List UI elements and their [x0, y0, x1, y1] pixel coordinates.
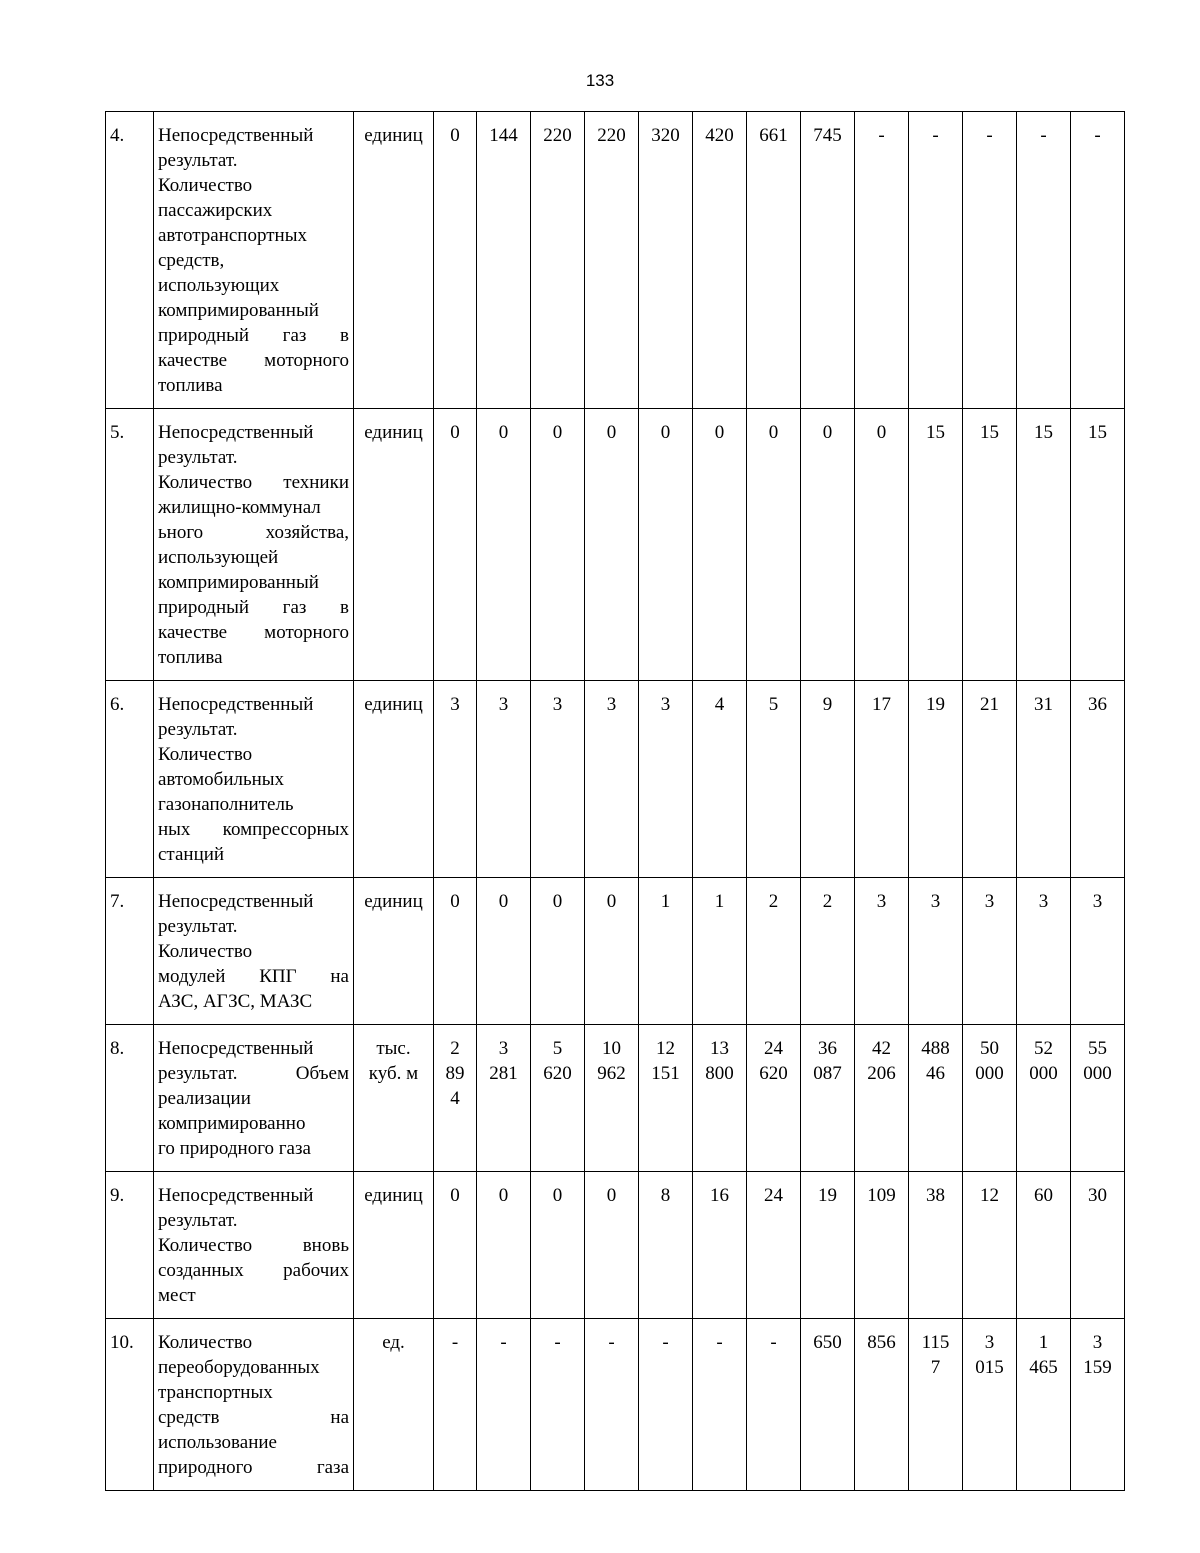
- value-cell: [434, 112, 477, 409]
- indicator-name-line: АЗС, АГЗС, МАЗС: [158, 991, 313, 1012]
- value-cell: [639, 681, 693, 878]
- value-line: 0: [606, 891, 617, 912]
- value-cell: [801, 681, 855, 878]
- unit-line: куб. м: [368, 1063, 419, 1084]
- value-line: 5: [552, 1038, 563, 1059]
- value-cell: [531, 1025, 585, 1172]
- value-cell: [693, 1025, 747, 1172]
- value-cell: [1017, 1319, 1071, 1491]
- value-cell: [434, 681, 477, 878]
- value-line: 15: [926, 422, 945, 443]
- indicator-name-line: качестве моторного: [158, 622, 349, 643]
- value-cell: [531, 1172, 585, 1319]
- value-cell: [855, 681, 909, 878]
- value-line: 0: [552, 891, 563, 912]
- value-line: 4: [714, 694, 725, 715]
- indicator-name-line: топлива: [158, 375, 223, 396]
- value-line: 745: [813, 125, 842, 146]
- indicator-name-line: газонаполнитель: [158, 794, 294, 815]
- unit-line: ед.: [382, 1332, 405, 1353]
- value-cell: [1071, 681, 1125, 878]
- value-cell: [909, 681, 963, 878]
- value-line: -: [554, 1332, 561, 1353]
- value-line: 220: [597, 125, 626, 146]
- value-line: 3: [552, 694, 563, 715]
- value-line: 0: [606, 422, 617, 443]
- unit-cell: [354, 878, 434, 1025]
- value-line: 1: [660, 891, 671, 912]
- value-line: 30: [1088, 1185, 1107, 1206]
- indicator-name-line: использующих: [158, 275, 280, 296]
- value-cell: [747, 1319, 801, 1491]
- value-line: 17: [872, 694, 891, 715]
- row-number: 6.: [106, 681, 154, 878]
- value-line: -: [500, 1332, 507, 1353]
- value-line: 0: [450, 422, 460, 443]
- indicator-name-line: автомобильных: [158, 769, 285, 790]
- indicator-name: [154, 1025, 354, 1172]
- value-cell: [585, 409, 639, 681]
- table-row: [106, 112, 1125, 409]
- value-cell: [801, 409, 855, 681]
- indicator-name-line: результат.: [158, 150, 238, 171]
- value-line: 9: [822, 694, 833, 715]
- value-line: 3: [984, 1332, 995, 1353]
- row-number: 9.: [106, 1172, 154, 1319]
- indicator-name-line: пассажирских: [158, 200, 273, 221]
- indicator-name: [154, 1319, 354, 1491]
- value-line: 3: [930, 891, 941, 912]
- unit-line: единиц: [364, 694, 423, 715]
- indicator-name-line: использующей: [158, 547, 279, 568]
- value-line: 3: [606, 694, 617, 715]
- value-cell: [585, 1025, 639, 1172]
- indicator-name-line: природный газ в: [158, 597, 349, 618]
- indicator-name-line: результат.: [158, 447, 238, 468]
- unit-cell: [354, 1319, 434, 1491]
- value-cell: [963, 1025, 1017, 1172]
- value-line: 650: [813, 1332, 842, 1353]
- value-cell: [434, 1025, 477, 1172]
- indicator-name-line: транспортных: [158, 1382, 273, 1403]
- value-cell: [477, 409, 531, 681]
- value-line: 220: [543, 125, 572, 146]
- value-cell: [1017, 1172, 1071, 1319]
- value-line: 159: [1083, 1357, 1112, 1378]
- value-cell: [963, 878, 1017, 1025]
- value-line: 3: [876, 891, 887, 912]
- value-line: 465: [1029, 1357, 1058, 1378]
- value-cell: [585, 112, 639, 409]
- unit-line: единиц: [364, 1185, 423, 1206]
- indicator-name-line: Непосредственный: [158, 422, 314, 443]
- unit-cell: [354, 681, 434, 878]
- value-cell: [801, 878, 855, 1025]
- value-line: -: [1040, 125, 1047, 146]
- value-line: 10: [602, 1038, 621, 1059]
- value-line: 0: [714, 422, 725, 443]
- value-line: 0: [498, 891, 509, 912]
- value-cell: [855, 409, 909, 681]
- indicator-name-line: средств,: [158, 250, 225, 271]
- value-line: 0: [606, 1185, 617, 1206]
- value-cell: [531, 409, 585, 681]
- value-cell: [855, 1025, 909, 1172]
- value-line: 2: [822, 891, 833, 912]
- value-cell: [585, 878, 639, 1025]
- indicator-name-line: ных компрессорных: [158, 819, 349, 840]
- value-line: 3: [660, 694, 671, 715]
- indicator-name-line: Количество: [158, 1332, 253, 1353]
- indicator-name-line: качестве моторного: [158, 350, 349, 371]
- value-cell: [585, 1172, 639, 1319]
- indicator-name-line: жилищно-коммунал: [158, 497, 321, 518]
- indicator-name-line: результат.: [158, 719, 238, 740]
- row-number: 7.: [106, 878, 154, 1025]
- value-cell: [963, 1319, 1017, 1491]
- value-line: 488: [921, 1038, 950, 1059]
- value-line: 0: [450, 1185, 460, 1206]
- indicator-name-line: природный газ в: [158, 325, 349, 346]
- value-line: 3: [498, 1038, 509, 1059]
- value-cell: [693, 1319, 747, 1491]
- value-line: 3: [984, 891, 995, 912]
- value-line: 24: [764, 1038, 783, 1059]
- value-cell: [1017, 681, 1071, 878]
- value-cell: [1071, 1319, 1125, 1491]
- indicator-name-line: Количество: [158, 175, 253, 196]
- unit-cell: [354, 112, 434, 409]
- value-line: 0: [450, 125, 460, 146]
- value-line: 206: [867, 1063, 896, 1084]
- value-line: -: [451, 1332, 459, 1353]
- value-line: 0: [876, 422, 887, 443]
- value-cell: [909, 1172, 963, 1319]
- indicator-name-line: Непосредственный: [158, 1038, 314, 1059]
- value-line: 16: [710, 1185, 729, 1206]
- value-cell: [531, 1319, 585, 1491]
- unit-line: единиц: [364, 422, 423, 443]
- value-cell: [747, 1025, 801, 1172]
- unit-line: единиц: [364, 125, 423, 146]
- value-cell: [585, 681, 639, 878]
- value-line: -: [770, 1332, 777, 1353]
- value-cell: [909, 878, 963, 1025]
- value-line: 087: [813, 1063, 842, 1084]
- unit-cell: [354, 1172, 434, 1319]
- value-cell: [434, 1172, 477, 1319]
- value-line: -: [878, 125, 885, 146]
- unit-cell: [354, 409, 434, 681]
- indicator-name-line: результат.: [158, 1210, 238, 1231]
- value-cell: [639, 878, 693, 1025]
- value-line: 21: [980, 694, 999, 715]
- indicator-name-line: автотранспортных: [158, 225, 307, 246]
- indicator-name-line: Непосредственный: [158, 1185, 314, 1206]
- value-line: 15: [1034, 422, 1053, 443]
- value-line: 0: [822, 422, 833, 443]
- value-line: 962: [597, 1063, 626, 1084]
- indicator-name-line: реализации: [158, 1088, 251, 1109]
- row-number: 5.: [106, 409, 154, 681]
- value-line: 620: [759, 1063, 788, 1084]
- value-line: 000: [1083, 1063, 1112, 1084]
- value-line: 420: [705, 125, 734, 146]
- table-row: [106, 681, 1125, 878]
- value-cell: [477, 878, 531, 1025]
- value-line: 2: [450, 1038, 460, 1059]
- value-cell: [434, 409, 477, 681]
- indicator-name: [154, 112, 354, 409]
- indicator-name-line: Непосредственный: [158, 891, 314, 912]
- value-cell: [855, 878, 909, 1025]
- value-cell: [747, 409, 801, 681]
- indicator-name: [154, 681, 354, 878]
- value-cell: [639, 1025, 693, 1172]
- value-line: 3: [1038, 891, 1049, 912]
- table-row: [106, 1025, 1125, 1172]
- value-cell: [801, 1025, 855, 1172]
- value-cell: [1071, 1025, 1125, 1172]
- value-cell: [531, 878, 585, 1025]
- value-line: 31: [1034, 694, 1053, 715]
- value-cell: [855, 112, 909, 409]
- value-line: 15: [1088, 422, 1107, 443]
- value-cell: [855, 1319, 909, 1491]
- value-cell: [1017, 409, 1071, 681]
- value-line: 0: [552, 1185, 563, 1206]
- indicator-name-line: топлива: [158, 647, 223, 668]
- value-cell: [434, 878, 477, 1025]
- value-cell: [693, 409, 747, 681]
- row-number: 8.: [106, 1025, 154, 1172]
- value-line: 15: [980, 422, 999, 443]
- value-cell: [801, 1319, 855, 1491]
- value-cell: [1071, 112, 1125, 409]
- value-line: 60: [1034, 1185, 1053, 1206]
- value-line: 0: [768, 422, 779, 443]
- value-cell: [909, 112, 963, 409]
- value-line: 46: [926, 1063, 945, 1084]
- value-cell: [963, 681, 1017, 878]
- indicator-name-line: Количество: [158, 744, 253, 765]
- value-line: 320: [651, 125, 680, 146]
- value-cell: [1017, 112, 1071, 409]
- indicator-name-line: Количество: [158, 941, 253, 962]
- indicator-name: [154, 878, 354, 1025]
- indicator-name-line: компримированно: [158, 1113, 306, 1134]
- value-cell: [963, 1172, 1017, 1319]
- value-line: 5: [768, 694, 779, 715]
- value-cell: [1071, 878, 1125, 1025]
- value-line: 55: [1088, 1038, 1107, 1059]
- value-line: 0: [660, 422, 671, 443]
- value-line: 13: [710, 1038, 729, 1059]
- value-line: 151: [651, 1063, 680, 1084]
- value-line: 50: [980, 1038, 999, 1059]
- value-cell: [693, 878, 747, 1025]
- row-number: 4.: [106, 112, 154, 409]
- value-cell: [747, 681, 801, 878]
- value-line: 144: [489, 125, 518, 146]
- value-cell: [1017, 1025, 1071, 1172]
- value-cell: [477, 1319, 531, 1491]
- value-line: 42: [872, 1038, 891, 1059]
- table-row: [106, 1319, 1125, 1491]
- table-row: [106, 409, 1125, 681]
- value-cell: [477, 112, 531, 409]
- value-line: 109: [867, 1185, 896, 1206]
- page-number: 133: [585, 71, 615, 90]
- indicator-name-line: Количество вновь: [158, 1235, 349, 1256]
- value-cell: [693, 112, 747, 409]
- value-line: 12: [656, 1038, 675, 1059]
- value-cell: [693, 681, 747, 878]
- value-line: 7: [930, 1357, 941, 1378]
- indicator-name-line: модулей КПГ на: [158, 966, 349, 987]
- value-cell: [639, 112, 693, 409]
- value-line: 2: [768, 891, 779, 912]
- value-line: -: [716, 1332, 723, 1353]
- indicator-name-line: результат.: [158, 916, 238, 937]
- value-cell: [747, 878, 801, 1025]
- value-line: 0: [450, 891, 460, 912]
- indicator-name-line: результат. Объем: [158, 1063, 349, 1084]
- indicator-name-line: Непосредственный: [158, 694, 314, 715]
- value-cell: [909, 409, 963, 681]
- table-row: [106, 1172, 1125, 1319]
- value-cell: [585, 1319, 639, 1491]
- value-line: 015: [975, 1357, 1004, 1378]
- value-line: 89: [445, 1063, 465, 1084]
- value-line: -: [608, 1332, 615, 1353]
- row-number: 10.: [106, 1319, 154, 1491]
- indicator-name-line: переоборудованных: [158, 1357, 320, 1378]
- value-line: -: [662, 1332, 669, 1353]
- unit-line: единиц: [364, 891, 423, 912]
- indicator-name-line: мест: [158, 1285, 196, 1306]
- value-line: 1: [714, 891, 725, 912]
- indicator-name-line: станций: [158, 844, 225, 865]
- value-line: 4: [450, 1088, 460, 1109]
- value-line: 661: [759, 125, 788, 146]
- value-cell: [531, 681, 585, 878]
- value-line: 12: [980, 1185, 999, 1206]
- indicator-name-line: средств на: [158, 1407, 349, 1428]
- value-line: 1: [1038, 1332, 1049, 1353]
- value-line: 19: [926, 694, 945, 715]
- value-line: 3: [498, 694, 509, 715]
- value-cell: [1017, 878, 1071, 1025]
- value-line: 0: [498, 422, 509, 443]
- value-line: 19: [818, 1185, 837, 1206]
- value-line: -: [1094, 125, 1101, 146]
- value-cell: [1071, 409, 1125, 681]
- value-cell: [639, 409, 693, 681]
- value-cell: [639, 1319, 693, 1491]
- value-line: -: [986, 125, 993, 146]
- value-cell: [909, 1025, 963, 1172]
- value-line: 36: [1088, 694, 1107, 715]
- value-cell: [1071, 1172, 1125, 1319]
- indicator-name-line: использование: [158, 1432, 277, 1453]
- value-cell: [477, 1025, 531, 1172]
- value-cell: [531, 112, 585, 409]
- table-row: [106, 878, 1125, 1025]
- value-line: 115: [921, 1332, 950, 1353]
- indicator-name-line: Количество техники: [158, 472, 349, 493]
- indicator-name: [154, 1172, 354, 1319]
- indicator-name-line: ьного хозяйства,: [158, 522, 349, 543]
- value-line: 800: [705, 1063, 734, 1084]
- value-line: 0: [498, 1185, 509, 1206]
- value-line: 3: [450, 694, 460, 715]
- value-line: 000: [1029, 1063, 1058, 1084]
- value-cell: [909, 1319, 963, 1491]
- value-cell: [639, 1172, 693, 1319]
- value-cell: [434, 1319, 477, 1491]
- value-cell: [747, 1172, 801, 1319]
- table-body: [106, 112, 1125, 1491]
- indicator-name-line: Непосредственный: [158, 125, 314, 146]
- value-line: 24: [764, 1185, 783, 1206]
- value-line: 620: [543, 1063, 572, 1084]
- value-cell: [801, 112, 855, 409]
- value-line: 281: [489, 1063, 518, 1084]
- value-cell: [963, 112, 1017, 409]
- value-line: 000: [975, 1063, 1004, 1084]
- value-cell: [855, 1172, 909, 1319]
- indicator-name: [154, 409, 354, 681]
- indicator-name-line: созданных рабочих: [158, 1260, 349, 1281]
- unit-line: тыс.: [376, 1038, 411, 1059]
- value-line: -: [932, 125, 939, 146]
- value-cell: [747, 112, 801, 409]
- indicators-table: [105, 111, 1125, 1491]
- value-cell: [963, 409, 1017, 681]
- indicator-name-line: природного газа: [158, 1457, 349, 1478]
- indicator-name-line: компримированный: [158, 300, 319, 321]
- value-cell: [801, 1172, 855, 1319]
- value-line: 3: [1092, 1332, 1103, 1353]
- indicator-name-line: компримированный: [158, 572, 319, 593]
- value-line: 3: [1092, 891, 1103, 912]
- value-line: 0: [552, 422, 563, 443]
- value-line: 8: [660, 1185, 671, 1206]
- value-line: 52: [1034, 1038, 1053, 1059]
- unit-cell: [354, 1025, 434, 1172]
- indicator-name-line: го природного газа: [158, 1138, 311, 1159]
- value-cell: [477, 681, 531, 878]
- value-cell: [477, 1172, 531, 1319]
- value-line: 36: [818, 1038, 837, 1059]
- value-line: 856: [867, 1332, 896, 1353]
- value-cell: [693, 1172, 747, 1319]
- value-line: 38: [926, 1185, 945, 1206]
